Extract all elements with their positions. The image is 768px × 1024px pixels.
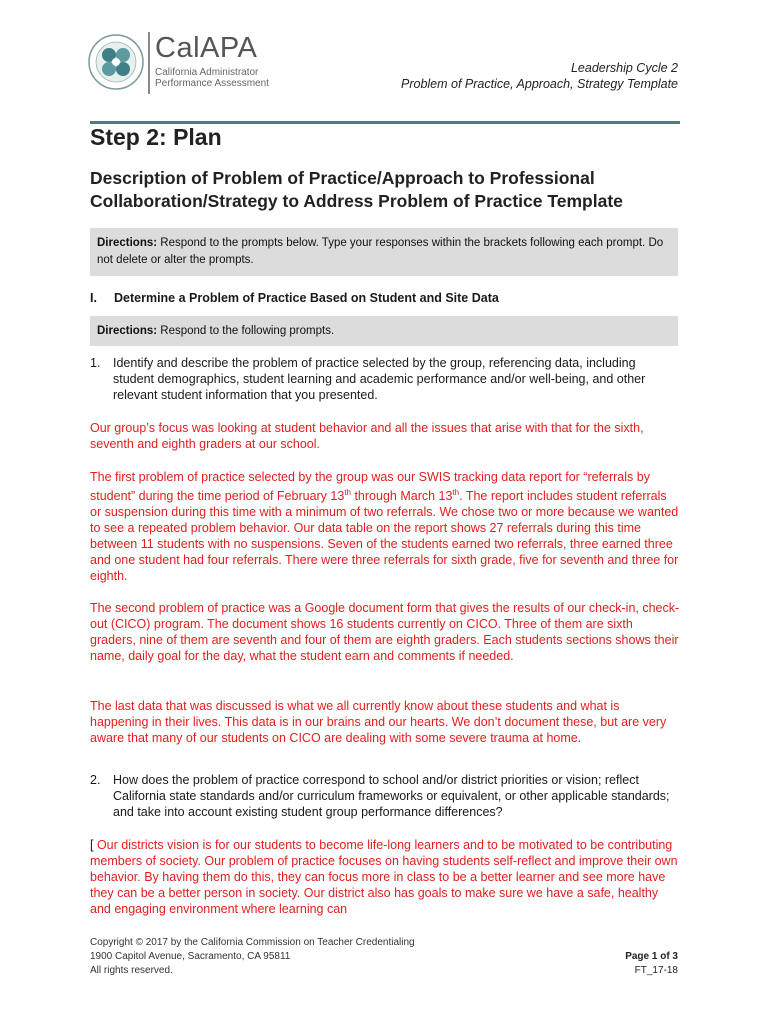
superscript: th: [344, 488, 351, 497]
superscript: th: [452, 488, 460, 497]
response-paragraph-5: [90, 837, 680, 917]
open-bracket: [: [90, 838, 97, 852]
directions-label: Directions:: [97, 325, 158, 337]
template-name: Problem of Practice, Approach, Strategy Template: [401, 77, 678, 91]
directions-section: [90, 316, 678, 346]
prompt-text: Identify and describe the problem of practice selected by the group, referencing data, including student demographics, student learning and academic performance and/or well-being, and other relevant student information that you presented.: [113, 356, 646, 402]
address-line: 1900 Capitol Avenue, Sacramento, CA 95811: [90, 951, 291, 962]
step-title: Step 2: Plan: [90, 124, 222, 150]
header-info: [401, 60, 678, 92]
logo-subtitle-line2: Performance Assessment: [155, 78, 269, 89]
directions-label: Directions:: [97, 237, 158, 249]
calapa-logo: [88, 30, 278, 100]
footer-copyright: [90, 936, 415, 978]
section-title: Determine a Problem of Practice Based on Student and Site Data: [114, 291, 499, 305]
response-text: . The report includes student referrals or suspension during this time with a minimum of two referrals. We chose two or more because we wanted to see a repeated problem behavior. Our data table on the report shows 27 referrals during this time between 11 students with no suspensions. Seven of the students earned two referrals, three earned three and one student had four referrals. There were three referrals for sixth grade, five for seventh and three for eighth.: [90, 489, 679, 584]
rights-line: All rights reserved.: [90, 965, 173, 976]
section-heading: [90, 291, 499, 305]
cycle-label: Leadership Cycle 2: [570, 61, 678, 75]
directions-main: [90, 228, 678, 276]
response-paragraph-1: Our group’s focus was looking at student behavior and all the issues that arise with that for the sixth, seventh and eighth graders at our school.: [90, 421, 644, 451]
footer-pager: [625, 950, 678, 978]
response-paragraph-3: The second problem of practice was a Google document form that gives the results of our check-in, check-out (CICO) program. The document shows 16 students currently on CICO. Three of them are sixth graders, nine of them are seventh and four of them are eighth graders. Each students sections shows their name, daily goal for the day, what the student earn and comments if needed.: [90, 601, 680, 663]
response-text: Our districts vision is for our students to become life-long learners and to be motivated to be contributing members of society. Our problem of practice focuses on having students self-reflect and improve their own behavior. By having them do this, they can focus more in class to be a better learner and see more have they can be a better person in society. Our district also has goals to make sure we have a safe, healthy and engaging environment where learning can: [90, 838, 678, 916]
directions-text: Respond to the prompts below. Type your responses within the brackets following each prompt. Do not delete or alter the prompts.: [97, 237, 664, 266]
logo-divider: [148, 32, 150, 94]
directions-text: Respond to the following prompts.: [157, 325, 335, 337]
form-code: FT_17-18: [634, 965, 678, 976]
response-paragraph-4: The last data that was discussed is what we all currently know about these students and what is happening in their lives. This data is in our brains and our hearts. We don’t document these, but are very aware that many of our students on CICO are dealing with some severe trauma at home.: [90, 699, 667, 745]
prompt-number: 1.: [90, 356, 101, 370]
copyright-line: Copyright © 2017 by the California Commission on Teacher Credentialing: [90, 937, 415, 948]
response-text: through March 13: [350, 489, 453, 504]
logo-subtitle: [155, 67, 269, 89]
section-number: I.: [90, 291, 97, 305]
prompt-1: [90, 355, 680, 403]
page-number: Page 1 of 3: [625, 951, 678, 962]
logo-subtitle-line1: California Administrator: [155, 67, 259, 78]
response-paragraph-2: [90, 469, 680, 584]
document-title: Description of Problem of Practice/Approach to Professional Collaboration/Strategy to Address Problem of Practice Template: [90, 168, 623, 211]
prompt-number: 2.: [90, 773, 101, 787]
calapa-seal-icon: [88, 34, 144, 90]
prompt-2: [90, 772, 680, 820]
response-text: The first problem of practice selected by the group was our SWIS tracking data report for “referrals by student” during the time period of February 13: [90, 470, 650, 504]
prompt-text: How does the problem of practice correspond to school and/or district priorities or vision; reflect California state standards and/or curriculum frameworks or equivalent, or other applicable standards; and take into account existing student group performance differences?: [113, 773, 670, 819]
logo-title: CalAPA: [155, 32, 258, 64]
